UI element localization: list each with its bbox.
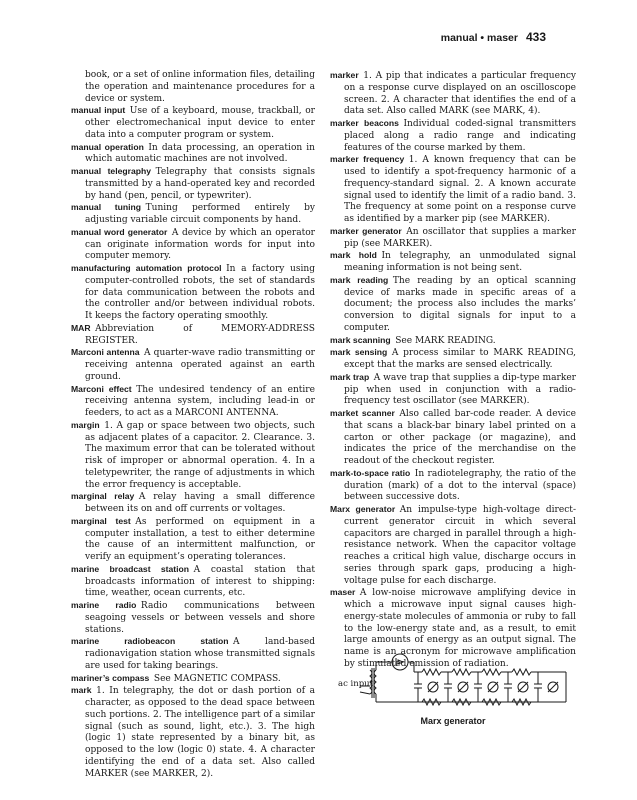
dictionary-entry [330, 408, 576, 468]
entry-definition: 1. A gap or space between two objects, such as adjacent plates of a capacitor. 2. Clearance. 3. The maximum error that can be tolerated without risk of improper or abnormal operation. 4. In a teletypewriter, the range of adjustments in which the error frequency is acceptable. [85, 420, 315, 490]
running-header [441, 30, 546, 44]
dictionary-entry [330, 154, 576, 226]
entry-term: marker beacons [330, 118, 399, 128]
dictionary-entry [71, 600, 315, 636]
dictionary-entry [330, 372, 576, 408]
entry-definition: Tuning performed entirely by adjusting variable circuit components by hand. [85, 203, 315, 225]
dictionary-entry [71, 142, 315, 167]
page-number: 433 [525, 30, 546, 44]
entry-definition: A quarter-wave radio transmitting or receiving antenna operated against an earth ground. [85, 348, 315, 382]
entry-definition: book, or a set of online information files, detailing the operation and maintenance procedures for a device or system. [85, 70, 315, 104]
entry-definition: Radio communications between seagoing vessels or between vessels and shore stations. [85, 601, 315, 635]
entry-definition: See MARK READING. [395, 335, 496, 346]
entry-definition: A land-based radionavigation station whose transmitted signals are used for taking bearings. [85, 637, 315, 671]
entry-definition: Abbreviation of MEMORY-ADDRESS REGISTER. [85, 323, 315, 346]
entry-definition: An impulse-type high-voltage direct-current generator circuit in which several capacitors are charged in parallel through a high-resistance network. When the capacitor voltage reaches a critical high value, discharge occurs in series through spark gaps, producing a high-voltage pulse for each discharge. [344, 505, 576, 586]
entry-term: marker [330, 70, 359, 80]
entry-definition: The reading by an optical scanning device of marks made in specific areas of a document; the process also includes the marks’ conversion to digital signals for input to a computer. [344, 275, 576, 333]
dictionary-entry [71, 227, 315, 263]
right-column [330, 70, 576, 671]
entry-term: mark [71, 685, 92, 696]
entry-term: mark reading [330, 274, 389, 285]
entry-term: MAR [71, 322, 91, 333]
entry-definition: 1. In telegraphy, the dot or dash portion of a character, as opposed to the dead space between such portions. 2. The intelligence part of a similar signal (such as sound, light, etc.). 3. The high (logic 1) state represented by a binary bit, as opposed to the low (logic 0) state. 4. A character identifying the end of a data set. Also called MARKER (see MARKER, 2). [85, 686, 315, 779]
entry-definition: A low-noise microwave amplifying device in which a microwave input signal causes high-energy-state molecules of ammonia or ruby to fall to the low-energy state and, as a result, to emit large amounts of energy as an output signal. The name is an acronym for microwave amplification by stimulated emission of radiation. [344, 588, 576, 669]
dictionary-entry [71, 323, 315, 348]
entry-term: manual telegraphy [71, 166, 152, 176]
dictionary-entry [330, 275, 576, 335]
dictionary-entry [71, 516, 315, 564]
left-column [71, 70, 315, 780]
entry-term: mark hold [330, 250, 377, 261]
entry-term: Marx generator [330, 504, 396, 514]
marx-generator-figure [330, 648, 576, 738]
entry-term: manual tuning [71, 202, 142, 213]
entry-term: mark sensing [330, 347, 388, 358]
entry-definition: 1. A pip that indicates a particular frequency on a response curve displayed on an oscilloscope screen. 2. A character that identifies the end of a data set. Also called MARK (see MARK, 4). [344, 71, 576, 117]
dictionary-entry [330, 118, 576, 154]
dictionary-entry [71, 673, 315, 686]
entry-definition: An oscillator that supplies a marker pip (see MARKER). [344, 226, 576, 249]
entry-definition: As performed on equipment in a computer installation, a test to either determine the cause of an intermittent malfunction, or verify an equipment’s operating tolerances. [85, 516, 315, 562]
entry-term: manual operation [71, 141, 144, 152]
dictionary-entry [71, 105, 315, 141]
entry-term: marginal relay [71, 491, 135, 502]
dictionary-entry [71, 636, 315, 672]
entry-definition: In telegraphy, an unmodulated signal meaning information is not being sent. [344, 251, 576, 273]
entry-term: Marconi effect [71, 383, 132, 394]
entry-term: manufacturing automation protocol [71, 263, 222, 273]
dictionary-entry [330, 335, 576, 348]
entry-definition: A device by which an operator can originate information words for input into computer memory. [85, 227, 315, 262]
entry-definition: See MAGNETIC COMPASS. [153, 673, 281, 684]
dictionary-entry [71, 202, 315, 227]
ac-input-label: ac input [338, 679, 374, 689]
dictionary-entry [71, 347, 315, 383]
entry-definition: Telegraphy that consists signals transmitted by a hand-operated key and recorded by hand (pen, pencil, or typewriter). [85, 167, 316, 201]
dictionary-entry [71, 384, 315, 420]
entry-definition: A process similar to MARK READING, except that the marks are sensed electrically. [344, 348, 576, 370]
dictionary-entry [71, 263, 315, 323]
dictionary-entry [330, 70, 576, 118]
entry-definition: The undesired tendency of an entire receiving antenna system, including lead-in or feeders, to act as a MARCONI ANTENNA. [85, 384, 315, 418]
dictionary-entry [71, 166, 315, 202]
entry-term: mariner’s compass [71, 672, 150, 683]
entry-term: market scanner [330, 408, 395, 418]
running-head: manual • maser [440, 32, 518, 44]
dictionary-entry [330, 504, 576, 587]
entry-term: marine radio [71, 600, 137, 610]
entry-definition: Also called bar-code reader. A device that scans a black-bar binary label printed on a carton or other package (or magazine), and indicates the price of the merchandise on the readout of the checkout register. [344, 409, 576, 466]
entry-term: manual word generator [71, 226, 168, 237]
entry-definition: Use of a keyboard, mouse, trackball, or other electromechanical input device to enter data into a computer program or system. [85, 106, 315, 140]
dictionary-entry [330, 250, 576, 275]
entry-term: maser [330, 587, 356, 598]
entry-definition: A coastal station that broadcasts information of interest to shipping: time, weather, ocean currents, etc. [85, 564, 315, 599]
dictionary-entry [71, 564, 315, 600]
figure-caption: Marx generator [420, 716, 486, 726]
dictionary-entry [71, 70, 315, 105]
dictionary-entry [330, 226, 576, 251]
entry-term: manual input [71, 105, 126, 116]
entry-definition: In a factory using computer-controlled robots, the set of standards for data communication between the robots and the controller and/or between individual robots. It keeps the factory operating smoothly. [85, 264, 315, 321]
entry-term: marker generator [330, 225, 402, 236]
entry-term: mark-to-space ratio [330, 467, 411, 478]
entry-definition: Individual coded-signal transmitters placed along a radio range and indicating features of the course marked by them. [344, 119, 576, 153]
entry-term: marker frequency [330, 154, 405, 165]
entry-term: mark trap [330, 371, 370, 382]
entry-definition: 1. A known frequency that can be used to identify a spot-frequency harmonic of a frequency-standard signal. 2. A known accurate signal used to identify the limit of a radio band. 3. The frequency at some point on a response curve as identified by a marker pip (see MARKER). [344, 155, 576, 224]
dictionary-entry [330, 347, 576, 372]
dictionary-entry [71, 491, 315, 516]
entry-definition: A relay having a small difference between its on and off currents or voltages. [85, 492, 315, 514]
dictionary-entry [330, 468, 576, 504]
entry-term: mark scanning [330, 334, 391, 345]
entry-definition: A wave trap that supplies a dip-type marker pip when used in conjunction with a radio-frequency test oscillator (see MARKER). [344, 372, 576, 407]
dictionary-entry [71, 420, 315, 492]
entry-term: marginal test [71, 515, 131, 526]
entry-definition: In data processing, an operation in which automatic machines are not involved. [85, 142, 316, 165]
entry-term: margin [71, 419, 100, 430]
entry-term: Marconi antenna [71, 347, 140, 358]
entry-term: marine broadcast station [71, 563, 190, 574]
dictionary-entry [71, 685, 315, 780]
entry-term: marine radiobeacon station [71, 636, 229, 647]
entry-definition: In radiotelegraphy, the ratio of the duration (mark) of a dot to the interval (space) between successive dots. [344, 468, 576, 503]
